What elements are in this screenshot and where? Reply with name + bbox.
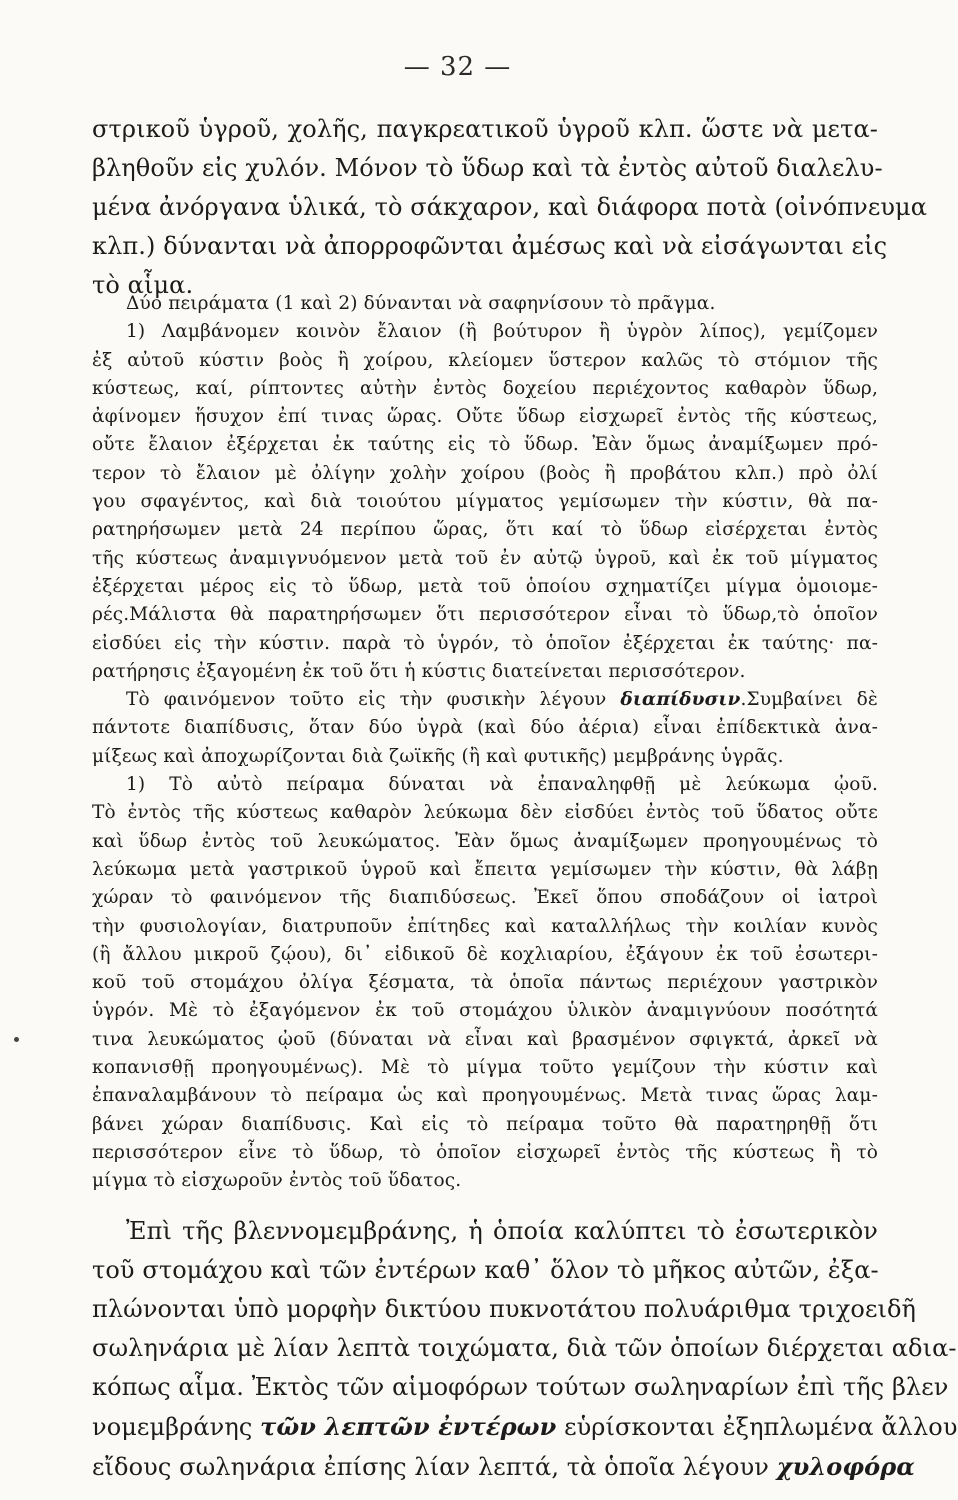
text-line: κοῦ τοῦ στομάχου ὀλίγα ξέσματα, τὰ ὁποῖα πάντως περιέχουν γαστρικὸν — [92, 972, 878, 994]
text-fragment: εἴδους σωληνάρια ἐπίσης λίαν λεπτά, τὰ ὁποῖα λέγουν — [92, 1453, 777, 1481]
text-fragment: νομεμβράνης — [92, 1413, 261, 1441]
text-line: πάντοτε διαπίδυσις, ὅταν δύο ὑγρὰ (καὶ δύο ἀέρια) εἶναι ἐπίδεκτικὰ ἀνα- — [92, 717, 878, 739]
text-line: πλώνονται ὑπὸ μορφὴν δικτύου πυκνοτάτου πολυάριθμα τριχοειδῆ — [92, 1295, 917, 1323]
text-line: ρατήρησις ἐξαγομένη ἐκ τοῦ ὅτι ἡ κύστις διατείνεται περισσότερον. — [92, 660, 746, 682]
text-line: ὑγρόν. Μὲ τὸ ἐξαγόμενον ἐκ τοῦ στομάχου ὑλικὸν ἀναμιγνύουν ποσότητά — [92, 1000, 878, 1022]
emphasized-term: τῶν λεπτῶν ἐντέρων — [260, 1412, 557, 1441]
text-line: ρές.Μάλιστα θὰ παρατηρήσωμεν ὅτι περισσότερον εἶναι τὸ ὕδωρ,τὸ ὁποῖον — [92, 604, 878, 626]
text-line: Ἐπὶ τῆς βλεννομεμβράνης, ἡ ὁποία καλύπτει τὸ ἐσωτερικὸν — [126, 1217, 878, 1245]
text-line: λεύκωμα μετὰ γαστρικοῦ ὑγροῦ καὶ ἔπειτα γεμίσωμεν τὴν κύστιν, θὰ λάβῃ — [92, 858, 878, 880]
emphasized-term: διαπίδυσιν — [620, 689, 741, 711]
text-line: Τὸ ἐντὸς τῆς κύστεως καθαρὸν λεύκωμα δὲν εἰσδύει ἐντὸς τοῦ ὕδατος οὔτε — [92, 802, 878, 824]
page-number: — 32 — — [403, 52, 512, 82]
text-line: κύστεως, καί, ρίπτοντες αὐτὴν ἐντὸς δοχείου περιέχοντος καθαρὸν ὕδωρ, — [92, 377, 878, 399]
experiment-section — [92, 290, 878, 1196]
text-line: σωληνάρια μὲ λίαν λεπτὰ τοιχώματα, διὰ τῶν ὁποίων διέρχεται αδια- — [92, 1334, 957, 1362]
text-line: τινα λευκώματος ᾠοῦ (δύναται νὰ εἶναι καὶ βρασμένον σφιγκτά, ἀρκεῖ νὰ — [92, 1028, 878, 1050]
text-line: καὶ ὕδωρ ἐντὸς τοῦ λευκώματος. Ἐὰν ὅμως ἀναμίξωμεν προηγουμένως τὸ — [92, 830, 878, 852]
text-line: εἰσδύει εἰς τὴν κύστιν. παρὰ τὸ ὑγρόν, τὸ ὁποῖον ἐξέρχεται ἐκ ταύτης· πα- — [92, 632, 878, 654]
text-line: μίξεως καὶ ἀποχωρίζονται διὰ ζωϊκῆς (ἢ καὶ φυτικῆς) μεμβράνης ὑγρᾶς. — [92, 745, 784, 767]
text-line: ἐξ αὐτοῦ κύστιν βοὸς ἢ χοίρου, κλείομεν ὕστερον καλῶς τὸ στόμιον τῆς — [92, 349, 878, 371]
text-line: μίγμα τὸ εἰσχωροῦν ἐντὸς τοῦ ὕδατος. — [92, 1170, 462, 1192]
text-line: κόπως αἷμα. Ἐκτὸς τῶν αἱμοφόρων τούτων σωληναρίων ἐπὶ τῆς βλεν — [92, 1373, 949, 1401]
text-line: 1) Τὸ αὐτὸ πείραμα δύναται νὰ ἐπαναληφθῇ μὲ λεύκωμα ᾠοῦ. — [126, 774, 878, 796]
text-line — [92, 686, 878, 714]
text-line: περισσότερον εἶνε τὸ ὕδωρ, τὸ ὁποῖον εἰσχωρεῖ ἐντὸς τῆς κύστεως ἢ τὸ — [92, 1141, 878, 1163]
text-fragment: .Συμβαίνει δὲ — [740, 689, 879, 711]
text-line: κοπανισθῇ προηγουμένως). Μὲ τὸ μίγμα τοῦτο γεμίζουν τὴν κύστιν καὶ — [92, 1057, 878, 1079]
text-line: τῆς κύστεως ἀναμιγνυόμενον μετὰ τοῦ ἐν αὐτῷ ὑγροῦ, καὶ ἐκ τοῦ μίγματος — [92, 547, 878, 569]
text-line — [92, 1447, 915, 1487]
text-line: μένα ἀνόργανα ὑλικά, τὸ σάκχαρον, καὶ διάφορα ποτὰ (οἰνόπνευμα — [92, 193, 928, 221]
emphasized-term: χυλοφόρα — [776, 1452, 915, 1481]
text-line: βάνει χώραν διαπίδυσις. Καὶ εἰς τὸ πείραμα τοῦτο θὰ παρατηρηθῇ ὅτι — [92, 1113, 878, 1135]
text-line: γου σφαγέντος, καὶ διὰ τοιούτου μίγματος γεμίσωμεν τὴν κύστιν, θὰ πα- — [92, 491, 878, 513]
text-line: ἀφίνομεν ἥσυχον ἐπί τινας ὥρας. Οὔτε ὕδωρ εἰσχωρεῖ ἐντὸς τῆς κύστεως, — [92, 406, 878, 428]
text-line: 1) Λαμβάνομεν κοινὸν ἔλαιον (ἢ βούτυρον ἢ ὑγρὸν λίπος), γεμίζομεν — [126, 321, 878, 343]
text-line: βληθοῦν εἰς χυλόν. Μόνον τὸ ὕδωρ καὶ τὰ ἐντὸς αὐτοῦ διαλελυ- — [92, 154, 883, 182]
text-line: κλπ.) δύνανται νὰ ἀπορροφῶνται ἀμέσως καὶ νὰ εἰσάγωνται εἰς — [92, 232, 888, 260]
text-line: τὸ αἷμα. — [92, 271, 194, 299]
text-line: ἐξέρχεται μέρος εἰς τὸ ὕδωρ, μετὰ τοῦ ὁποίου σχηματίζει μίγμα ὁμοιομε- — [92, 575, 878, 597]
text-line: ρατηρήσωμεν μετὰ 24 περίπου ὥρας, ὅτι καί τὸ ὕδωρ εἰσέρχεται ἐντὸς — [92, 519, 878, 541]
text-fragment: εὑρίσκονται ἐξηπλωμένα ἄλλου — [556, 1413, 958, 1441]
ink-speck — [14, 1037, 19, 1042]
text-line: οὔτε ἔλαιον ἐξέρχεται ἐκ ταύτης εἰς τὸ ὕδωρ. Ἐὰν ὅμως ἀναμίξωμεν πρό- — [92, 434, 878, 456]
paragraph-continuation — [92, 110, 928, 305]
text-line: χώραν τὸ φαινόμενον τῆς διαπιδύσεως. Ἐκεῖ ὅπου σποδάζουν οἱ ἰατροὶ — [92, 887, 878, 909]
text-line — [92, 1407, 958, 1447]
text-line: Δύο πειράματα (1 καὶ 2) δύνανται νὰ σαφηνίσουν τὸ πρᾶγμα. — [126, 293, 716, 314]
text-fragment: Τὸ φαινόμενον τοῦτο εἰς τὴν φυσικὴν λέγουν — [126, 689, 621, 711]
text-line: τὴν φυσιολογίαν, διατρυποῦν ἐπίτηδες καὶ καταλλήλως τὴν κοιλίαν κυνὸς — [92, 915, 878, 937]
text-line: τερον τὸ ἔλαιον μὲ ὀλίγην χολὴν χοίρου (βοὸς ἢ προβάτου κλπ.) πρὸ ὀλί — [92, 462, 878, 484]
text-line: (ἢ ἄλλου μικροῦ ζῴου), δι᾽ εἰδικοῦ δὲ κοχλιαρίου, ἐξάγουν ἐκ τοῦ ἐσωτερι- — [92, 943, 878, 965]
text-line: ἐπαναλαμβάνουν τὸ πείραμα ὡς καὶ προηγουμένως. Μετὰ τινας ὥρας λαμ- — [92, 1085, 878, 1107]
text-line: τοῦ στομάχου καὶ τῶν ἐντέρων καθ᾽ ὅλον τὸ μῆκος αὐτῶν, ἐξα- — [92, 1256, 879, 1284]
paragraph-mucous-membrane — [92, 1212, 958, 1487]
text-line: στρικοῦ ὑγροῦ, χολῆς, παγκρεατικοῦ ὑγροῦ κλπ. ὥστε νὰ μετα- — [92, 115, 878, 143]
